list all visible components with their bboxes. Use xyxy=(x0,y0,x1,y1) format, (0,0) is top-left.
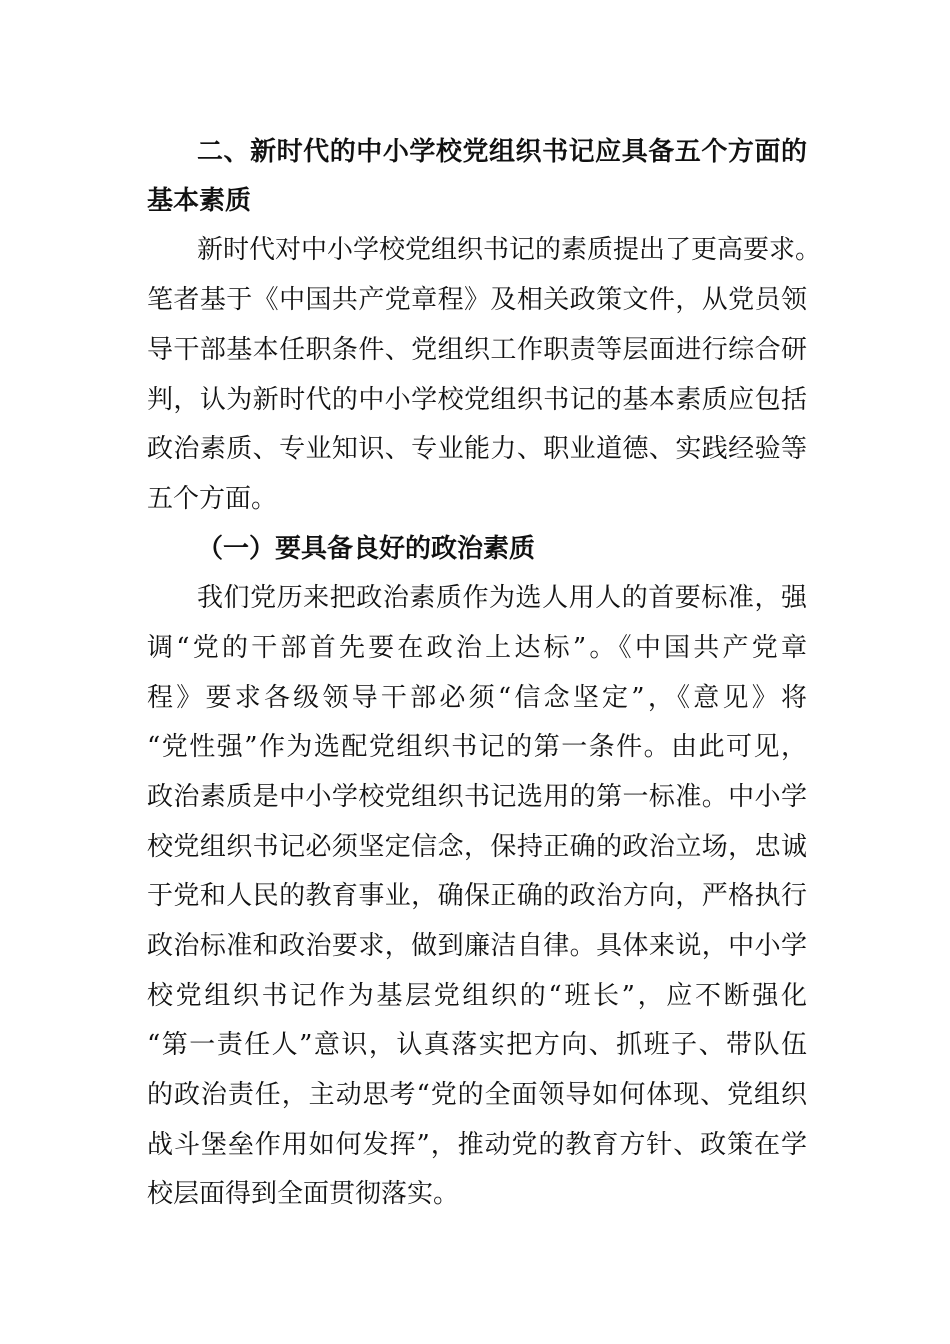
intro-line-2: 笔者基于《中国共产党章程》及相关政策文件，从党员领 xyxy=(147,285,807,315)
body-line-7: 于党和人民的教育事业，确保正确的政治方向，严格执行 xyxy=(147,881,807,911)
body-line-6: 校党组织书记必须坚定信念，保持正确的政治立场，忠诚 xyxy=(147,832,807,862)
body-line-11: 的政治责任，主动思考“党的全面领导如何体现、党组织 xyxy=(147,1080,807,1110)
section-heading-line-2: 基本素质 xyxy=(147,186,252,216)
section-heading-line-1: 二、新时代的中小学校党组织书记应具备五个方面的 xyxy=(197,137,807,167)
body-line-9: 校党组织书记作为基层党组织的“班长”，应不断强化 xyxy=(147,981,807,1011)
body-line-5: 政治素质是中小学校党组织书记选用的第一标准。中小学 xyxy=(147,782,807,812)
body-line-12: 战斗堡垒作用如何发挥”，推动党的教育方针、政策在学 xyxy=(147,1130,807,1160)
body-line-10: “第一责任人”意识，认真落实把方向、抓班子、带队伍 xyxy=(147,1030,807,1060)
body-line-13: 校层面得到全面贯彻落实。 xyxy=(147,1179,460,1209)
body-line-8: 政治标准和政治要求，做到廉洁自律。具体来说，中小学 xyxy=(147,931,807,961)
intro-line-5: 政治素质、专业知识、专业能力、职业道德、实践经验等 xyxy=(147,434,807,464)
intro-line-3: 导干部基本任职条件、党组织工作职责等层面进行综合研 xyxy=(147,335,807,365)
body-line-4: “党性强”作为选配党组织书记的第一条件。由此可见， xyxy=(147,732,807,762)
intro-line-4: 判，认为新时代的中小学校党组织书记的基本素质应包括 xyxy=(147,385,807,415)
subsection-heading: （一）要具备良好的政治素质 xyxy=(197,534,536,564)
body-line-2: 调“党的干部首先要在政治上达标”。《中国共产党章 xyxy=(147,633,807,663)
body-line-1: 我们党历来把政治素质作为选人用人的首要标准，强 xyxy=(197,583,807,613)
body-line-3: 程》要求各级领导干部必须“信念坚定”，《意见》将 xyxy=(147,683,807,713)
intro-line-1: 新时代对中小学校党组织书记的素质提出了更高要求。 xyxy=(197,235,822,265)
intro-line-6: 五个方面。 xyxy=(147,484,278,514)
